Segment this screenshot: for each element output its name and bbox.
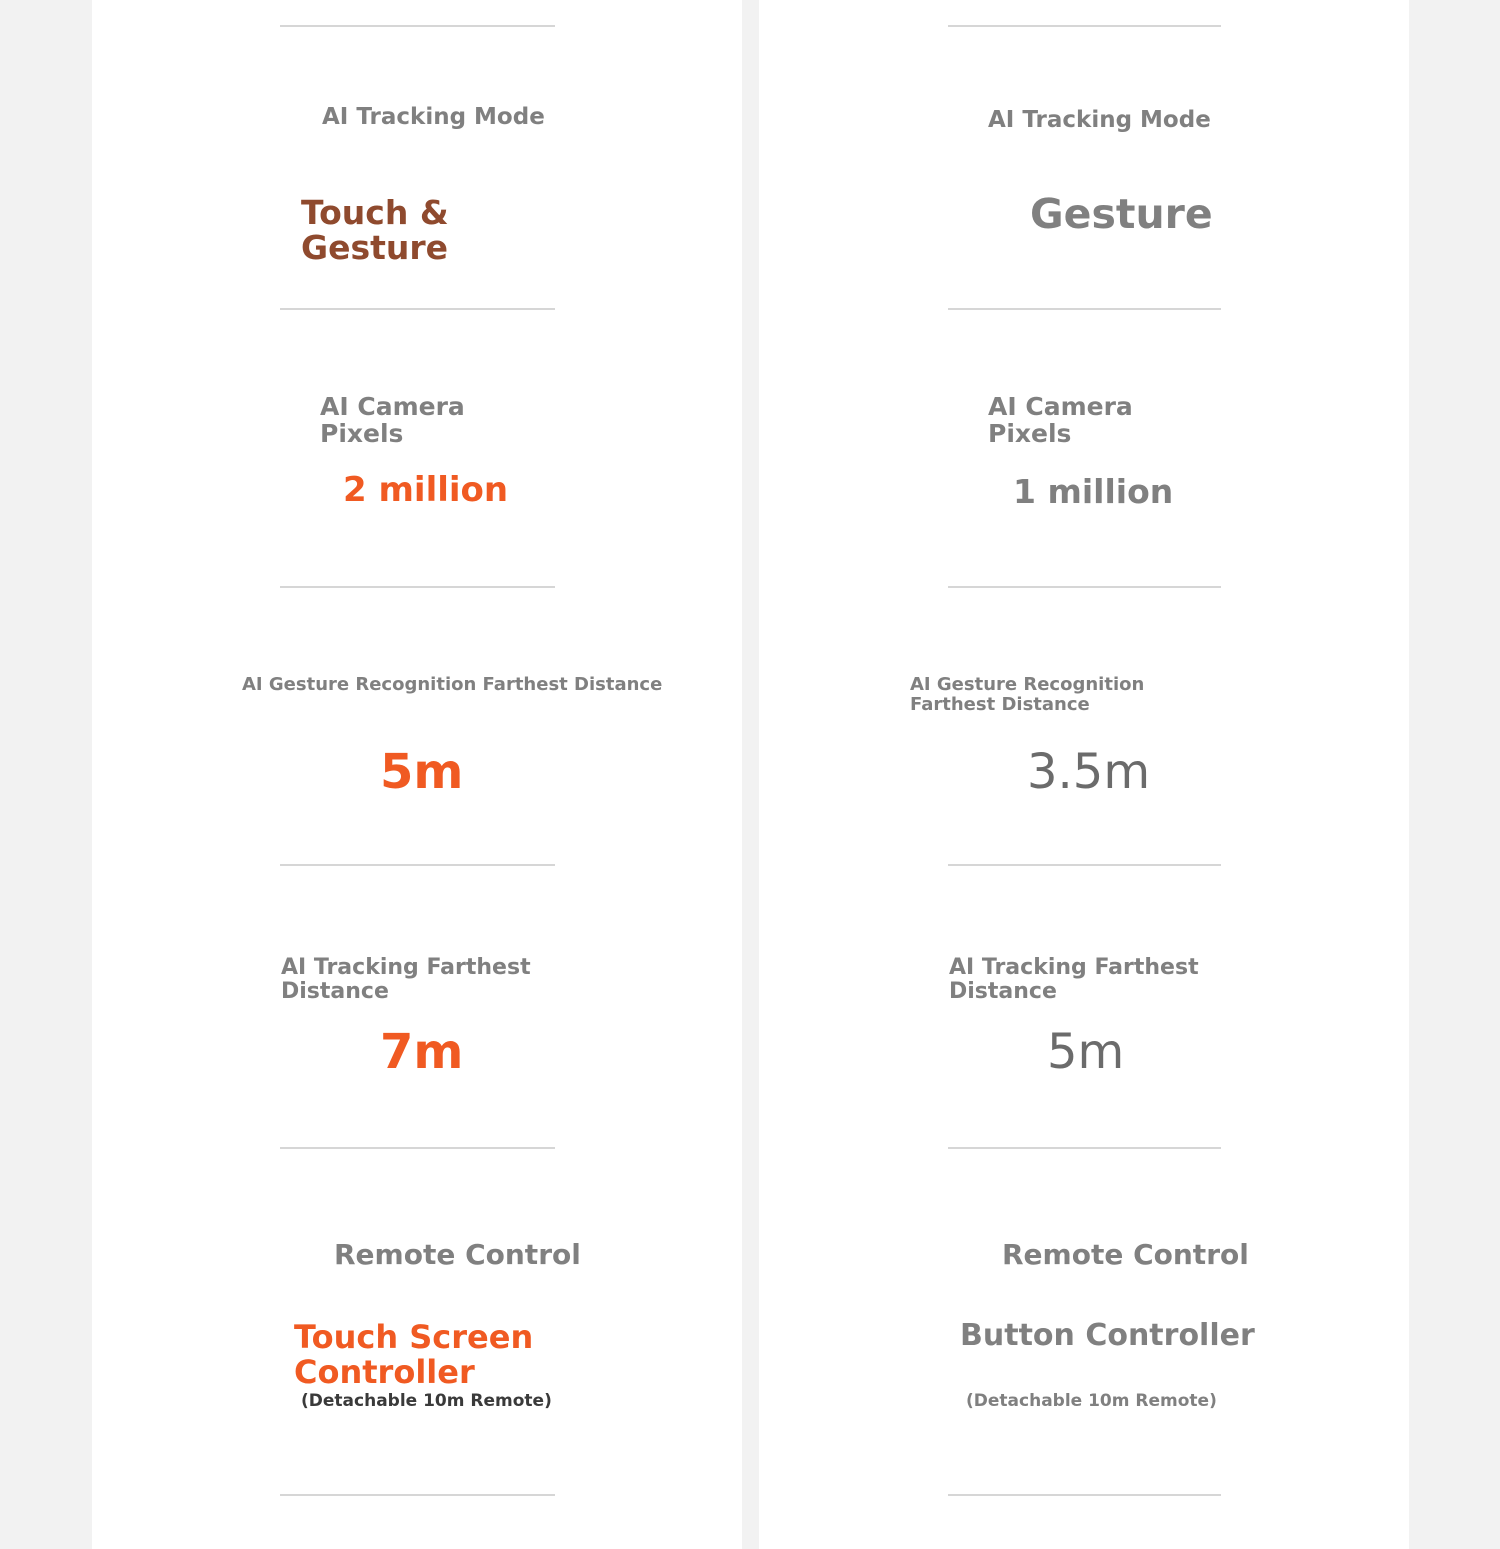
comparison-column-right <box>759 0 1409 1549</box>
tracking-mode-label: AI Tracking Mode <box>988 107 1211 133</box>
divider <box>948 864 1221 866</box>
remote-control-note: (Detachable 10m Remote) <box>301 1391 552 1411</box>
divider <box>948 586 1221 588</box>
divider <box>948 1147 1221 1149</box>
comparison-column-left <box>92 0 742 1549</box>
divider <box>280 1147 555 1149</box>
camera-pixels-label: AI Camera Pixels <box>320 392 465 448</box>
remote-control-value: Button Controller <box>960 1318 1255 1353</box>
divider <box>280 308 555 310</box>
divider <box>948 25 1221 27</box>
tracking-distance-value: 7m <box>380 1024 464 1080</box>
remote-control-note: (Detachable 10m Remote) <box>966 1391 1217 1411</box>
divider <box>280 586 555 588</box>
tracking-mode-label: AI Tracking Mode <box>322 104 545 130</box>
remote-control-label: Remote Control <box>1002 1238 1249 1271</box>
remote-control-label: Remote Control <box>334 1238 581 1271</box>
divider <box>948 1494 1221 1496</box>
tracking-distance-value: 5m <box>1047 1024 1125 1080</box>
remote-control-value: Touch Screen Controller <box>294 1318 534 1391</box>
gesture-distance-value: 5m <box>380 744 464 800</box>
camera-pixels-value: 2 million <box>343 470 509 510</box>
tracking-distance-label: AI Tracking Farthest Distance <box>949 955 1199 1004</box>
tracking-mode-value: Touch & Gesture <box>301 193 449 267</box>
tracking-mode-value: Gesture <box>1030 190 1213 238</box>
tracking-distance-label: AI Tracking Farthest Distance <box>281 955 531 1004</box>
camera-pixels-label: AI Camera Pixels <box>988 392 1133 448</box>
divider <box>280 25 555 27</box>
divider <box>280 1494 555 1496</box>
gesture-distance-label: AI Gesture Recognition Farthest Distance <box>242 674 663 695</box>
gesture-distance-value: 3.5m <box>1027 744 1151 800</box>
divider <box>948 308 1221 310</box>
divider <box>280 864 555 866</box>
camera-pixels-value: 1 million <box>1013 472 1174 511</box>
gesture-distance-label: AI Gesture Recognition Farthest Distance <box>910 674 1145 715</box>
